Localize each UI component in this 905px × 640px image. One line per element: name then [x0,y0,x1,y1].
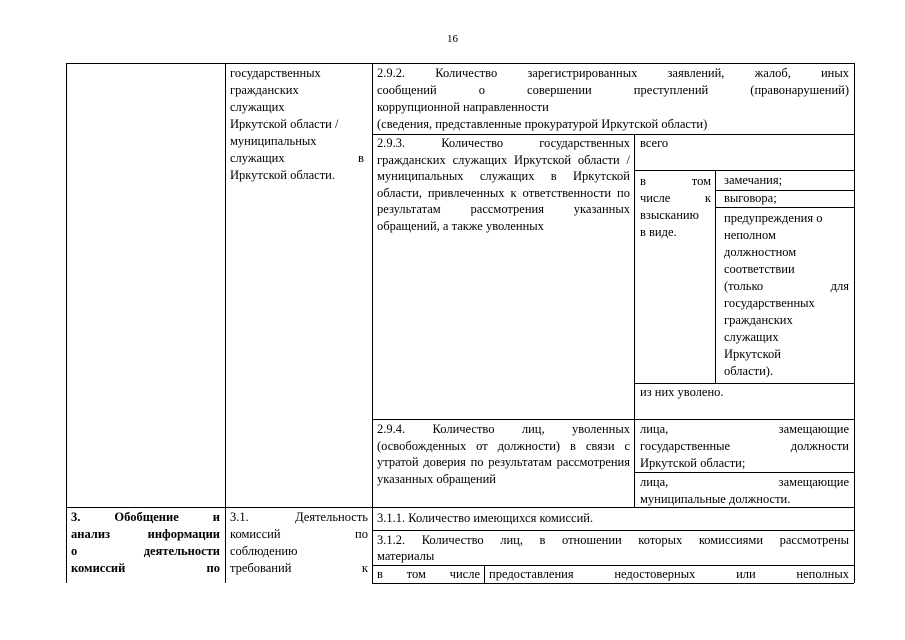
section-title: комиссий по [71,561,220,575]
section-title: 3. Обобщение и [71,510,220,524]
in-number-label: в виде. [640,225,677,239]
subject-line: муниципальных [230,134,317,148]
subject-line: Иркутской области. [230,168,335,182]
subject-line: Иркутской области / [230,117,339,131]
warning-line: служащих [724,330,779,344]
warning-line: государственных [724,296,815,310]
warning-line: предупреждения о [724,211,823,225]
warning-line: Иркутской [724,347,781,361]
warning-line: (только для [724,279,849,293]
municipal-positions: муниципальные должности. [640,492,791,506]
indicator-text: 2.9.2. Количество зарегистрированных заявлений, жалоб, иных [377,66,849,80]
subject-line: в [358,151,364,165]
subject-line: служащих [230,100,285,114]
state-positions: лица, замещающие [640,422,849,436]
warning-line: соответствии [724,262,795,276]
indicator-text: 2.9.3. Количество государственных гражданских служащих Иркутской области / муниципальных служащих в Иркутской области, привлеченных к ответственности по результатам рассмотрения указанных обращений, а также уволенных [377,136,630,233]
indicator-text: 2.9.4. Количество лиц, уволенных (освобожденных от должности) в связи с утратой доверия по результатам рассмотрения указанных обращений [377,422,630,486]
section-title: о деятельности [71,544,220,558]
indicator-text: (сведения, представленные прокуратурой Иркутской области) [377,117,708,131]
page-number: 16 [447,33,458,45]
in-number-label: взысканию [640,208,699,222]
subject-line: служащих [230,151,285,165]
subsection-title: комиссий по [230,527,368,541]
indicator-text: коррупционной направленности [377,100,549,114]
subsection-title: соблюдению [230,544,298,558]
subsection-title: требований к [230,561,368,575]
total-label: всего [640,136,669,150]
indicator-text: сообщений о совершении преступлений (правонарушений) [377,83,849,97]
indicator-3-1-2: материалы [377,549,435,563]
state-positions: государственные должности [640,439,849,453]
in-number-label: в том [640,174,711,188]
municipal-positions: лица, замещающие [640,475,849,489]
state-positions: Иркутской области; [640,456,746,470]
warning-line: должностном [724,245,797,259]
provision-label: предоставления недостоверных или неполных [489,567,849,581]
warning-line: гражданских [724,313,793,327]
penalty-remarks: замечания; [724,173,783,187]
subsection-title: 3.1. Деятельность [230,510,368,524]
penalty-reprimands: выговора; [724,191,777,205]
indicator-3-1-2: 3.1.2. Количество лиц, в отношении которых комиссиями рассмотрены [377,533,849,547]
dismissed-label: из них уволено. [640,385,724,399]
indicator-3-1-1: 3.1.1. Количество имеющихся комиссий. [377,511,594,525]
warning-line: области). [724,364,774,378]
section-title: анализ информации [71,527,220,541]
subject-line: государственных [230,66,321,80]
subject-line: гражданских [230,83,299,97]
in-number-label: в том числе [377,567,480,581]
warning-line: неполном [724,228,776,242]
in-number-label: числе к [640,191,711,205]
